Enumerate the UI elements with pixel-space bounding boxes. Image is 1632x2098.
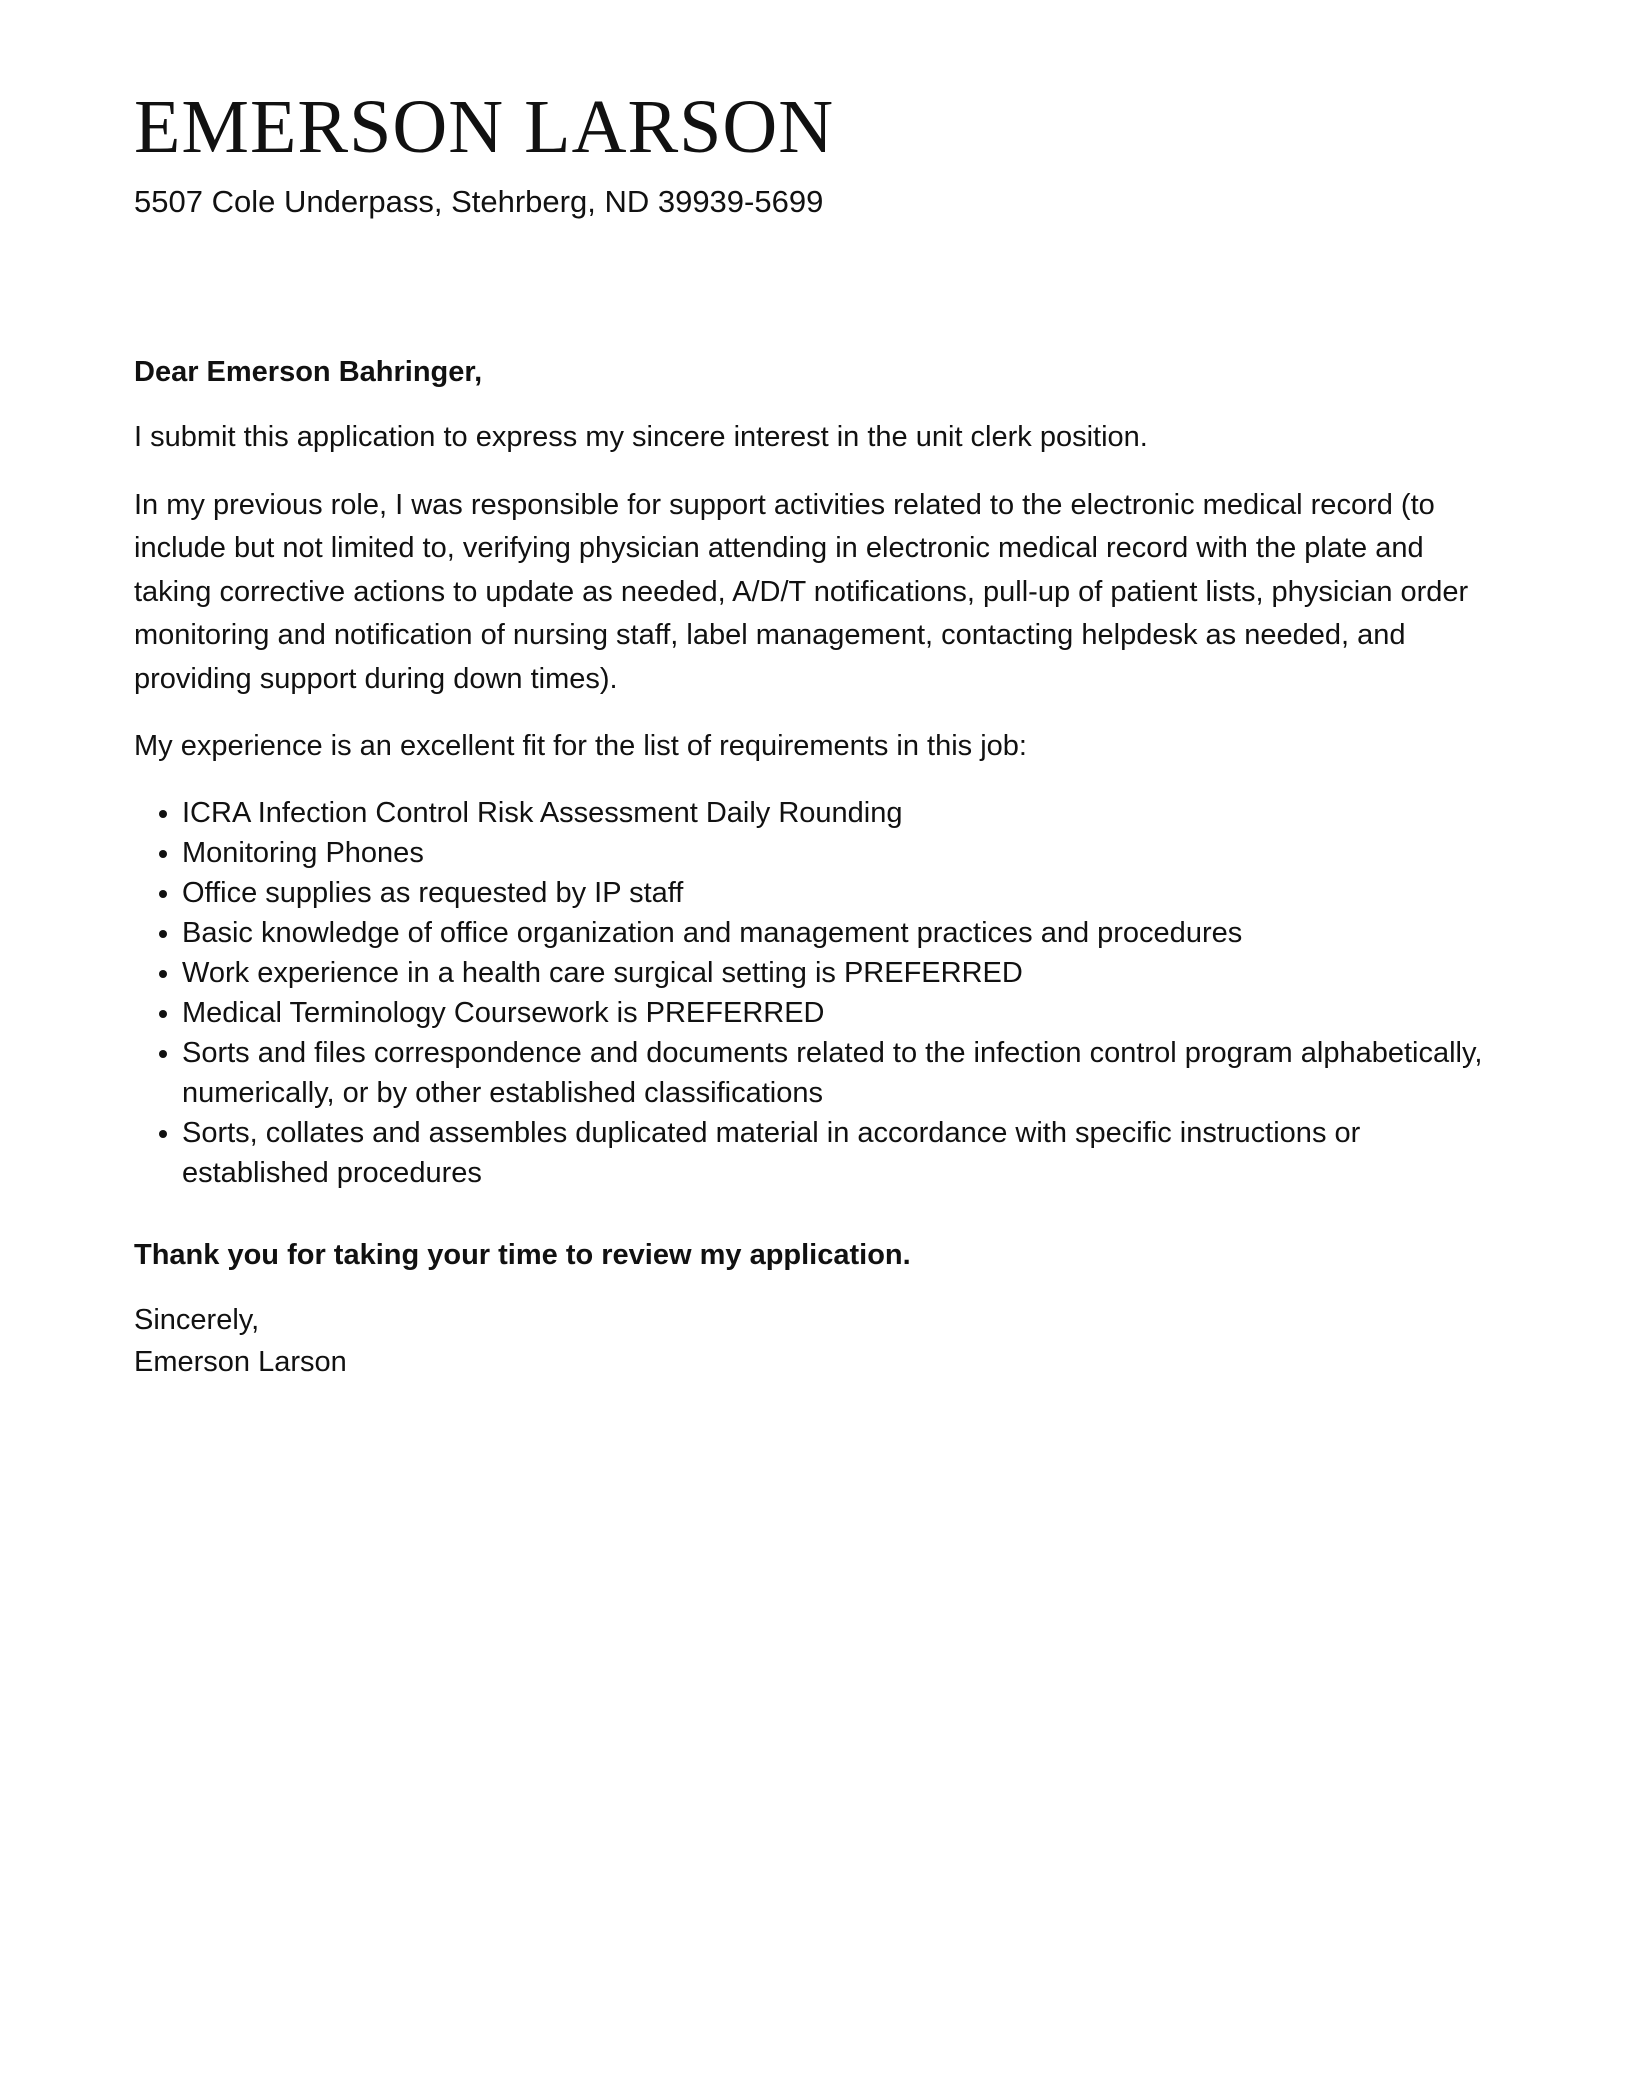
experience-paragraph: In my previous role, I was responsible for support activities related to the electronic medical record (to include but not limited to, verifying physician attending in electronic medical record with the plate and taking corrective actions to update as needed, A/D/T notifications, pull-up of patient lists, physician order monitoring and notification of nursing staff, label management, contacting helpdesk as needed, and providing support during down times).	[134, 488, 1469, 695]
list-item: • Monitoring Phones	[182, 833, 1504, 873]
intro-paragraph: I submit this application to express my sincere interest in the unit clerk position.	[134, 421, 1148, 453]
closing-block	[134, 1299, 1504, 1383]
applicant-name: EMERSON LARSON	[134, 85, 835, 169]
applicant-address: 5507 Cole Underpass, Stehrberg, ND 39939-5699	[134, 184, 824, 219]
list-item: • ICRA Infection Control Risk Assessment Daily Rounding	[182, 793, 1504, 833]
signature: Emerson Larson	[134, 1345, 347, 1378]
thank-you-line: Thank you for taking your time to review my application.	[134, 1238, 911, 1271]
cover-letter	[134, 82, 1504, 1383]
list-item: • Work experience in a health care surgical setting is PREFERRED	[182, 953, 1504, 993]
closing-phrase: Sincerely,	[134, 1303, 260, 1336]
list-item: • Medical Terminology Coursework is PREFERRED	[182, 993, 1504, 1033]
fit-statement: My experience is an excellent fit for the list of requirements in this job:	[134, 730, 1027, 762]
list-item: • Basic knowledge of office organization and management practices and procedures	[182, 913, 1504, 953]
list-item: • Office supplies as requested by IP staff	[182, 873, 1504, 913]
list-item: • Sorts and files correspondence and documents related to the infection control program alphabetically, numerically, or by other established classifications	[182, 1033, 1504, 1113]
salutation: Dear Emerson Bahringer,	[134, 356, 483, 388]
list-item: • Sorts, collates and assembles duplicated material in accordance with specific instructions or established procedures	[182, 1113, 1504, 1193]
requirements-list	[134, 793, 1504, 1193]
